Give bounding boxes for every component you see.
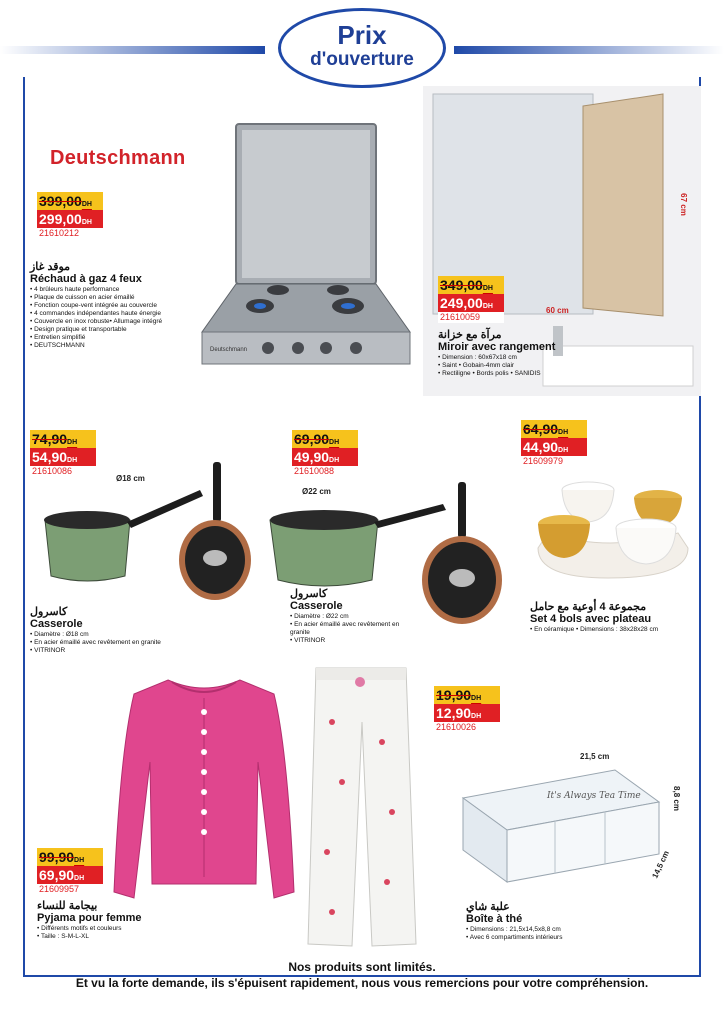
product-name-fr: Casserole xyxy=(30,618,83,630)
casserole-22-dim: Ø22 cm xyxy=(302,487,331,496)
product-info-rechaud xyxy=(30,260,215,350)
product-name-ar: بيجامة للنساء xyxy=(37,900,98,912)
feature-list xyxy=(30,286,215,350)
product-name-ar: كاسرول xyxy=(30,606,68,618)
old-price: 64,90DH xyxy=(521,420,587,438)
feature-item: • Saint • Gobain-4mm clair xyxy=(438,362,598,370)
header-band-left xyxy=(0,46,265,54)
box-depth-dim: 14,5 cm xyxy=(650,849,671,880)
casserole-18-dim: Ø18 cm xyxy=(116,474,145,483)
price-tag-miroir xyxy=(438,276,504,323)
old-price: 99,90DH xyxy=(37,848,103,866)
product-info-boite xyxy=(466,900,656,942)
product-ref: 21610212 xyxy=(37,228,103,239)
price-tag-bols xyxy=(521,420,587,467)
feature-list xyxy=(30,631,220,655)
old-price: 19,90DH xyxy=(434,686,500,704)
feature-item: • VITRINOR xyxy=(290,637,410,645)
bowls-set-image xyxy=(528,478,698,588)
new-price: 54,90DH xyxy=(30,448,96,466)
price-tag-pyjama xyxy=(37,848,103,895)
box-height-dim: 8,8 cm xyxy=(671,786,681,811)
product-info-casserole-22 xyxy=(290,587,410,645)
feature-item: • Dimensions : 21,5x14,5x8,8 cm xyxy=(466,926,656,934)
feature-item: • Plaque de cuisson en acier émaillé xyxy=(30,294,215,302)
feature-item: • Diamètre : Ø22 cm xyxy=(290,613,410,621)
product-ref: 21610086 xyxy=(30,466,96,477)
feature-item: • Fonction coupe-vent intégrée au couvercle xyxy=(30,302,215,310)
feature-item: • 4 brûleurs haute performance xyxy=(30,286,215,294)
casserole-18-image xyxy=(35,458,257,608)
feature-item: • Dimension : 60x67x18 cm xyxy=(438,354,598,362)
product-ref: 21610026 xyxy=(434,722,500,733)
feature-item: • Entretien simplifié xyxy=(30,334,215,342)
product-info-casserole-18 xyxy=(30,605,220,655)
feature-item: • Taille : S-M-L-XL xyxy=(37,933,167,941)
mirror-width-dim: 60 cm xyxy=(546,306,569,315)
new-price: 49,90DH xyxy=(292,448,358,466)
footer-notice-line1: Nos produits sont limités. xyxy=(288,960,436,974)
header-title: Prix xyxy=(337,20,387,50)
stove-brand-label: Deutschmann xyxy=(210,347,248,353)
product-ref: 21609979 xyxy=(521,456,587,467)
product-name-ar: مجموعة 4 أوعية مع حامل xyxy=(530,601,647,613)
header-badge xyxy=(278,8,446,88)
product-name-fr: Casserole xyxy=(290,600,343,612)
product-name-fr: Réchaud à gaz 4 feux xyxy=(30,273,142,285)
feature-list xyxy=(37,925,167,941)
product-info-bols xyxy=(530,600,700,634)
old-price: 399,00DH xyxy=(37,192,103,210)
lid-text: It's Always Tea Time xyxy=(547,791,641,801)
feature-item: • Design pratique et transportable xyxy=(30,326,215,334)
feature-item: • 4 commandes indépendantes haute énergie xyxy=(30,310,215,318)
feature-item: • DEUTSCHMANN xyxy=(30,342,215,350)
product-ref: 21610059 xyxy=(438,312,504,323)
feature-list xyxy=(290,613,410,645)
product-name-fr: Pyjama pour femme xyxy=(37,912,142,924)
new-price: 12,90DH xyxy=(434,704,500,722)
product-ref: 21609957 xyxy=(37,884,103,895)
feature-item: • Rectiligne • Bords polis • SANIDIS xyxy=(438,370,598,378)
product-info-miroir xyxy=(438,328,598,378)
brand-logo: Deutschmann xyxy=(50,147,186,169)
header-subtitle: d'ouverture xyxy=(310,49,414,70)
price-tag-casserole-22 xyxy=(292,430,358,477)
feature-item: • Avec 6 compartiments intérieurs xyxy=(466,934,656,942)
feature-list xyxy=(530,626,700,634)
product-name-fr: Set 4 bols avec plateau xyxy=(530,613,652,625)
feature-item: • VITRINOR xyxy=(30,647,220,655)
product-name-ar: مرآة مع خزانة xyxy=(438,329,502,341)
old-price: 69,90DH xyxy=(292,430,358,448)
new-price: 44,90DH xyxy=(521,438,587,456)
product-ref: 21610088 xyxy=(292,466,358,477)
product-name-ar: كاسرول xyxy=(290,588,328,600)
feature-item: • En acier émaillé avec revêtement en granite xyxy=(290,621,410,637)
box-width-dim: 21,5 cm xyxy=(580,752,610,761)
feature-item: • En céramique • Dimensions : 38x28x28 cm xyxy=(530,626,700,634)
feature-item: • En acier émaillé avec revêtement en granite xyxy=(30,639,220,647)
pyjama-top-image xyxy=(98,672,310,908)
new-price: 69,90DH xyxy=(37,866,103,884)
mirror-height-dim: 67 cm xyxy=(678,193,688,216)
price-tag-boite xyxy=(434,686,500,733)
product-name-ar: علبة شاي xyxy=(466,901,510,913)
product-name-ar: موقد غاز xyxy=(30,261,71,273)
feature-item: • Diamètre : Ø18 cm xyxy=(30,631,220,639)
pyjama-pants-image xyxy=(302,662,420,952)
price-tag-rechaud xyxy=(37,192,103,239)
footer-notice-line2: Et vu la forte demande, ils s'épuisent rapidement, nous vous remercions pour votre compréhension. xyxy=(75,976,649,990)
gas-stove-image xyxy=(198,120,418,375)
old-price: 74,90DH xyxy=(30,430,96,448)
product-info-pyjama xyxy=(37,899,167,941)
old-price: 349,00DH xyxy=(438,276,504,294)
feature-item: • Couvercle en inox robuste• Allumage intégré xyxy=(30,318,215,326)
feature-list xyxy=(466,926,656,942)
feature-item: • Différents motifs et couleurs xyxy=(37,925,167,933)
new-price: 249,00DH xyxy=(438,294,504,312)
new-price: 299,00DH xyxy=(37,210,103,228)
header-band-right xyxy=(454,46,724,54)
product-name-fr: Miroir avec rangement xyxy=(438,341,556,353)
feature-list xyxy=(438,354,598,378)
product-name-fr: Boîte à thé xyxy=(466,913,523,925)
tea-box-image xyxy=(455,762,665,892)
